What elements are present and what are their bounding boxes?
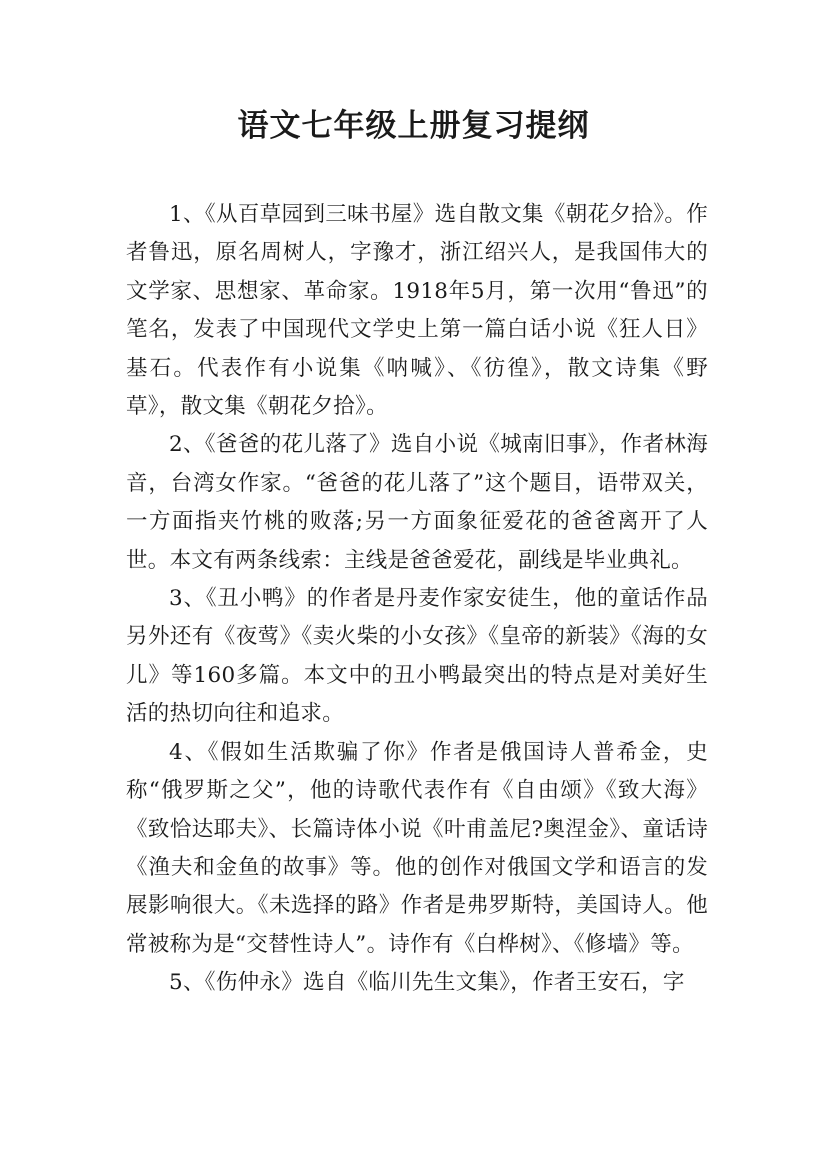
document-body: [126, 196, 708, 1003]
paragraph-1: 1、《从百草园到三味书屋》选自散文集《朝花夕拾》。作者鲁迅，原名周树人，字豫才，浙江绍兴人，是我国伟大的文学家、思想家、革命家。1918年5月，第一次用“鲁迅”的笔名，发表了中国现代文学史上第一篇白话小说《狂人日》基石。代表作有小说集《呐喊》、《彷徨》，散文诗集《野草》，散文集《朝花夕拾》。: [126, 202, 708, 420]
paragraph-4: 4、《假如生活欺骗了你》作者是俄国诗人普希金，史称“俄罗斯之父”，他的诗歌代表作有《自由颂》《致大海》《致恰达耶夫》、长篇诗体小说《叶甫盖尼?奥涅金》、童话诗《渔夫和金鱼的故事》等。他的创作对俄国文学和语言的发展影响很大。《未选择的路》作者是弗罗斯特，美国诗人。他常被称为是“交替性诗人”。诗作有《白桦树》、《修墙》等。: [126, 739, 708, 957]
paragraph-2: 2、《爸爸的花儿落了》选自小说《城南旧事》，作者林海音，台湾女作家。“爸爸的花儿落了”这个题目，语带双关，一方面指夹竹桃的败落;另一方面象征爱花的爸爸离开了人世。本文有两条线索：主线是爸爸爱花，副线是毕业典礼。: [126, 432, 708, 573]
document-title: 语文七年级上册复习提纲: [237, 108, 590, 144]
paragraph-3: 3、《丑小鸭》的作者是丹麦作家安徒生，他的童话作品另外还有《夜莺》《卖火柴的小女孩》《皇帝的新装》《海的女儿》等160多篇。本文中的丑小鸭最突出的特点是对美好生活的热切向往和追求。: [126, 586, 708, 727]
paragraph-5: 5、《伤仲永》选自《临川先生文集》，作者王安石，字: [169, 970, 685, 996]
